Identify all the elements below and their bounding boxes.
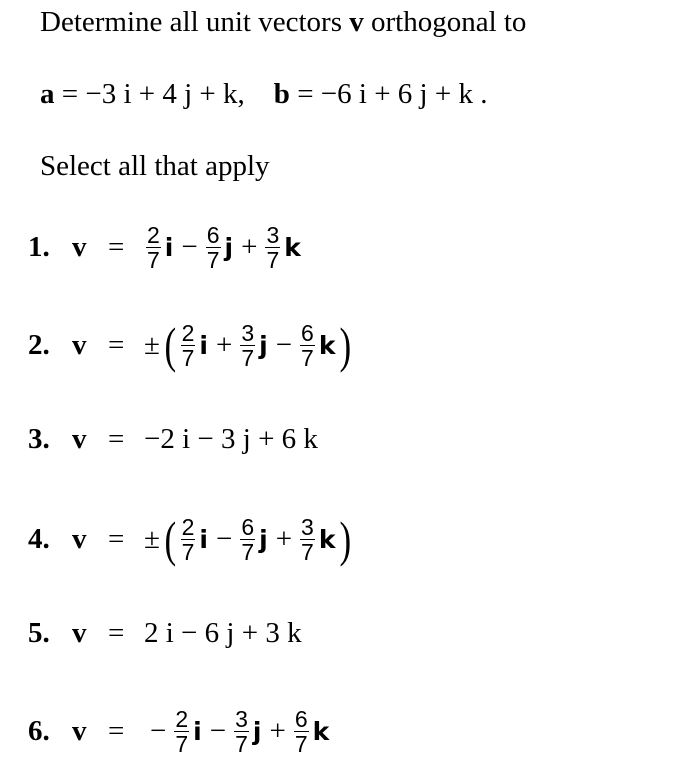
option-1[interactable] — [28, 212, 303, 282]
unit-vector-j: j — [259, 330, 268, 360]
right-paren: ) — [339, 317, 352, 373]
option-variable: v — [72, 522, 87, 555]
unit-vector-j: j — [259, 524, 268, 554]
equals-sign: = — [108, 522, 125, 555]
fraction — [265, 223, 280, 272]
equals-sign: = — [108, 616, 125, 649]
option-number: 2. — [28, 328, 50, 361]
denominator: 7 — [241, 538, 255, 565]
option-variable: v — [72, 328, 87, 361]
equals-sign: = — [108, 328, 125, 361]
fraction — [181, 515, 196, 564]
prompt-text: Determine all unit vectors — [40, 6, 342, 38]
prompt-variable: v — [349, 6, 364, 38]
unit-vector-k: k — [318, 524, 336, 554]
unit-vector-j: j — [224, 232, 234, 262]
fraction — [240, 321, 255, 370]
numerator: 2 — [175, 705, 189, 732]
unit-vector-i: i — [199, 524, 208, 554]
option-expression: 2 i − 6 j + 3 k — [144, 616, 302, 649]
denominator: 7 — [235, 730, 248, 757]
option-variable: v — [72, 616, 87, 649]
option-variable: v — [72, 422, 87, 455]
option-number: 3. — [28, 422, 50, 455]
prompt-tail: orthogonal to — [370, 6, 527, 38]
option-number: 1. — [28, 230, 50, 263]
question-prompt — [40, 4, 526, 40]
numerator: 2 — [147, 221, 160, 248]
option-expression: −2 i − 3 j + 6 k — [144, 422, 318, 455]
equals-sign: = — [108, 714, 125, 747]
unit-vector-k: k — [284, 232, 301, 262]
operator: + — [269, 714, 286, 747]
fraction — [206, 223, 221, 272]
unit-vector-k: k — [312, 716, 330, 746]
plus-minus: ± — [144, 328, 160, 361]
option-number: 6. — [28, 714, 50, 747]
right-paren: ) — [339, 511, 352, 567]
denominator: 7 — [301, 538, 314, 565]
denominator: 7 — [175, 730, 189, 757]
denominator: 7 — [266, 246, 280, 273]
equals-sign: = — [108, 230, 125, 263]
operator: − — [181, 230, 198, 263]
unit-vector-k: k — [318, 330, 336, 360]
unit-vector-i: i — [193, 716, 202, 746]
vector-b-label: b — [273, 78, 290, 110]
option-5[interactable] — [28, 598, 302, 668]
numerator: 3 — [301, 513, 314, 540]
option-number: 5. — [28, 616, 50, 649]
denominator: 7 — [241, 344, 255, 371]
vector-a-expression: = −3 i + 4 j + k, — [61, 78, 245, 110]
operator: − — [209, 714, 227, 747]
option-4[interactable] — [28, 504, 354, 574]
option-2[interactable] — [28, 310, 354, 380]
fraction — [240, 515, 255, 564]
numerator: 3 — [241, 319, 255, 346]
left-paren: ( — [164, 317, 177, 373]
option-variable: v — [72, 714, 87, 747]
fraction — [181, 321, 196, 370]
unit-vector-i: i — [164, 232, 174, 262]
option-3[interactable] — [28, 404, 318, 474]
denominator: 7 — [206, 246, 220, 273]
numerator: 6 — [301, 319, 314, 346]
vector-b-expression: = −6 i + 6 j + k . — [297, 78, 488, 110]
option-variable: v — [72, 230, 87, 263]
fraction — [174, 707, 189, 756]
fraction — [234, 707, 249, 756]
operator: − — [215, 522, 233, 555]
operator: + — [275, 522, 293, 555]
plus-minus: ± — [144, 522, 160, 555]
vector-a-label: a — [40, 78, 55, 110]
equals-sign: = — [108, 422, 125, 455]
denominator: 7 — [181, 344, 195, 371]
given-vectors — [40, 76, 487, 112]
fraction — [294, 707, 309, 756]
fraction — [300, 321, 315, 370]
fraction — [300, 515, 315, 564]
denominator: 7 — [301, 344, 314, 371]
fraction — [146, 223, 161, 272]
denominator: 7 — [147, 246, 160, 273]
operator: + — [241, 230, 258, 263]
option-6[interactable] — [28, 696, 331, 766]
numerator: 2 — [181, 319, 195, 346]
numerator: 6 — [206, 221, 220, 248]
option-number: 4. — [28, 522, 50, 555]
leading-sign: − — [150, 714, 167, 747]
numerator: 6 — [294, 705, 308, 732]
operator: − — [275, 328, 293, 361]
numerator: 3 — [266, 221, 280, 248]
numerator: 2 — [181, 513, 195, 540]
instruction: Select all that apply — [40, 150, 270, 182]
numerator: 6 — [241, 513, 255, 540]
numerator: 3 — [235, 705, 248, 732]
denominator: 7 — [294, 730, 308, 757]
unit-vector-j: j — [252, 716, 262, 746]
denominator: 7 — [181, 538, 195, 565]
unit-vector-i: i — [199, 330, 208, 360]
operator: + — [215, 328, 233, 361]
left-paren: ( — [164, 511, 177, 567]
